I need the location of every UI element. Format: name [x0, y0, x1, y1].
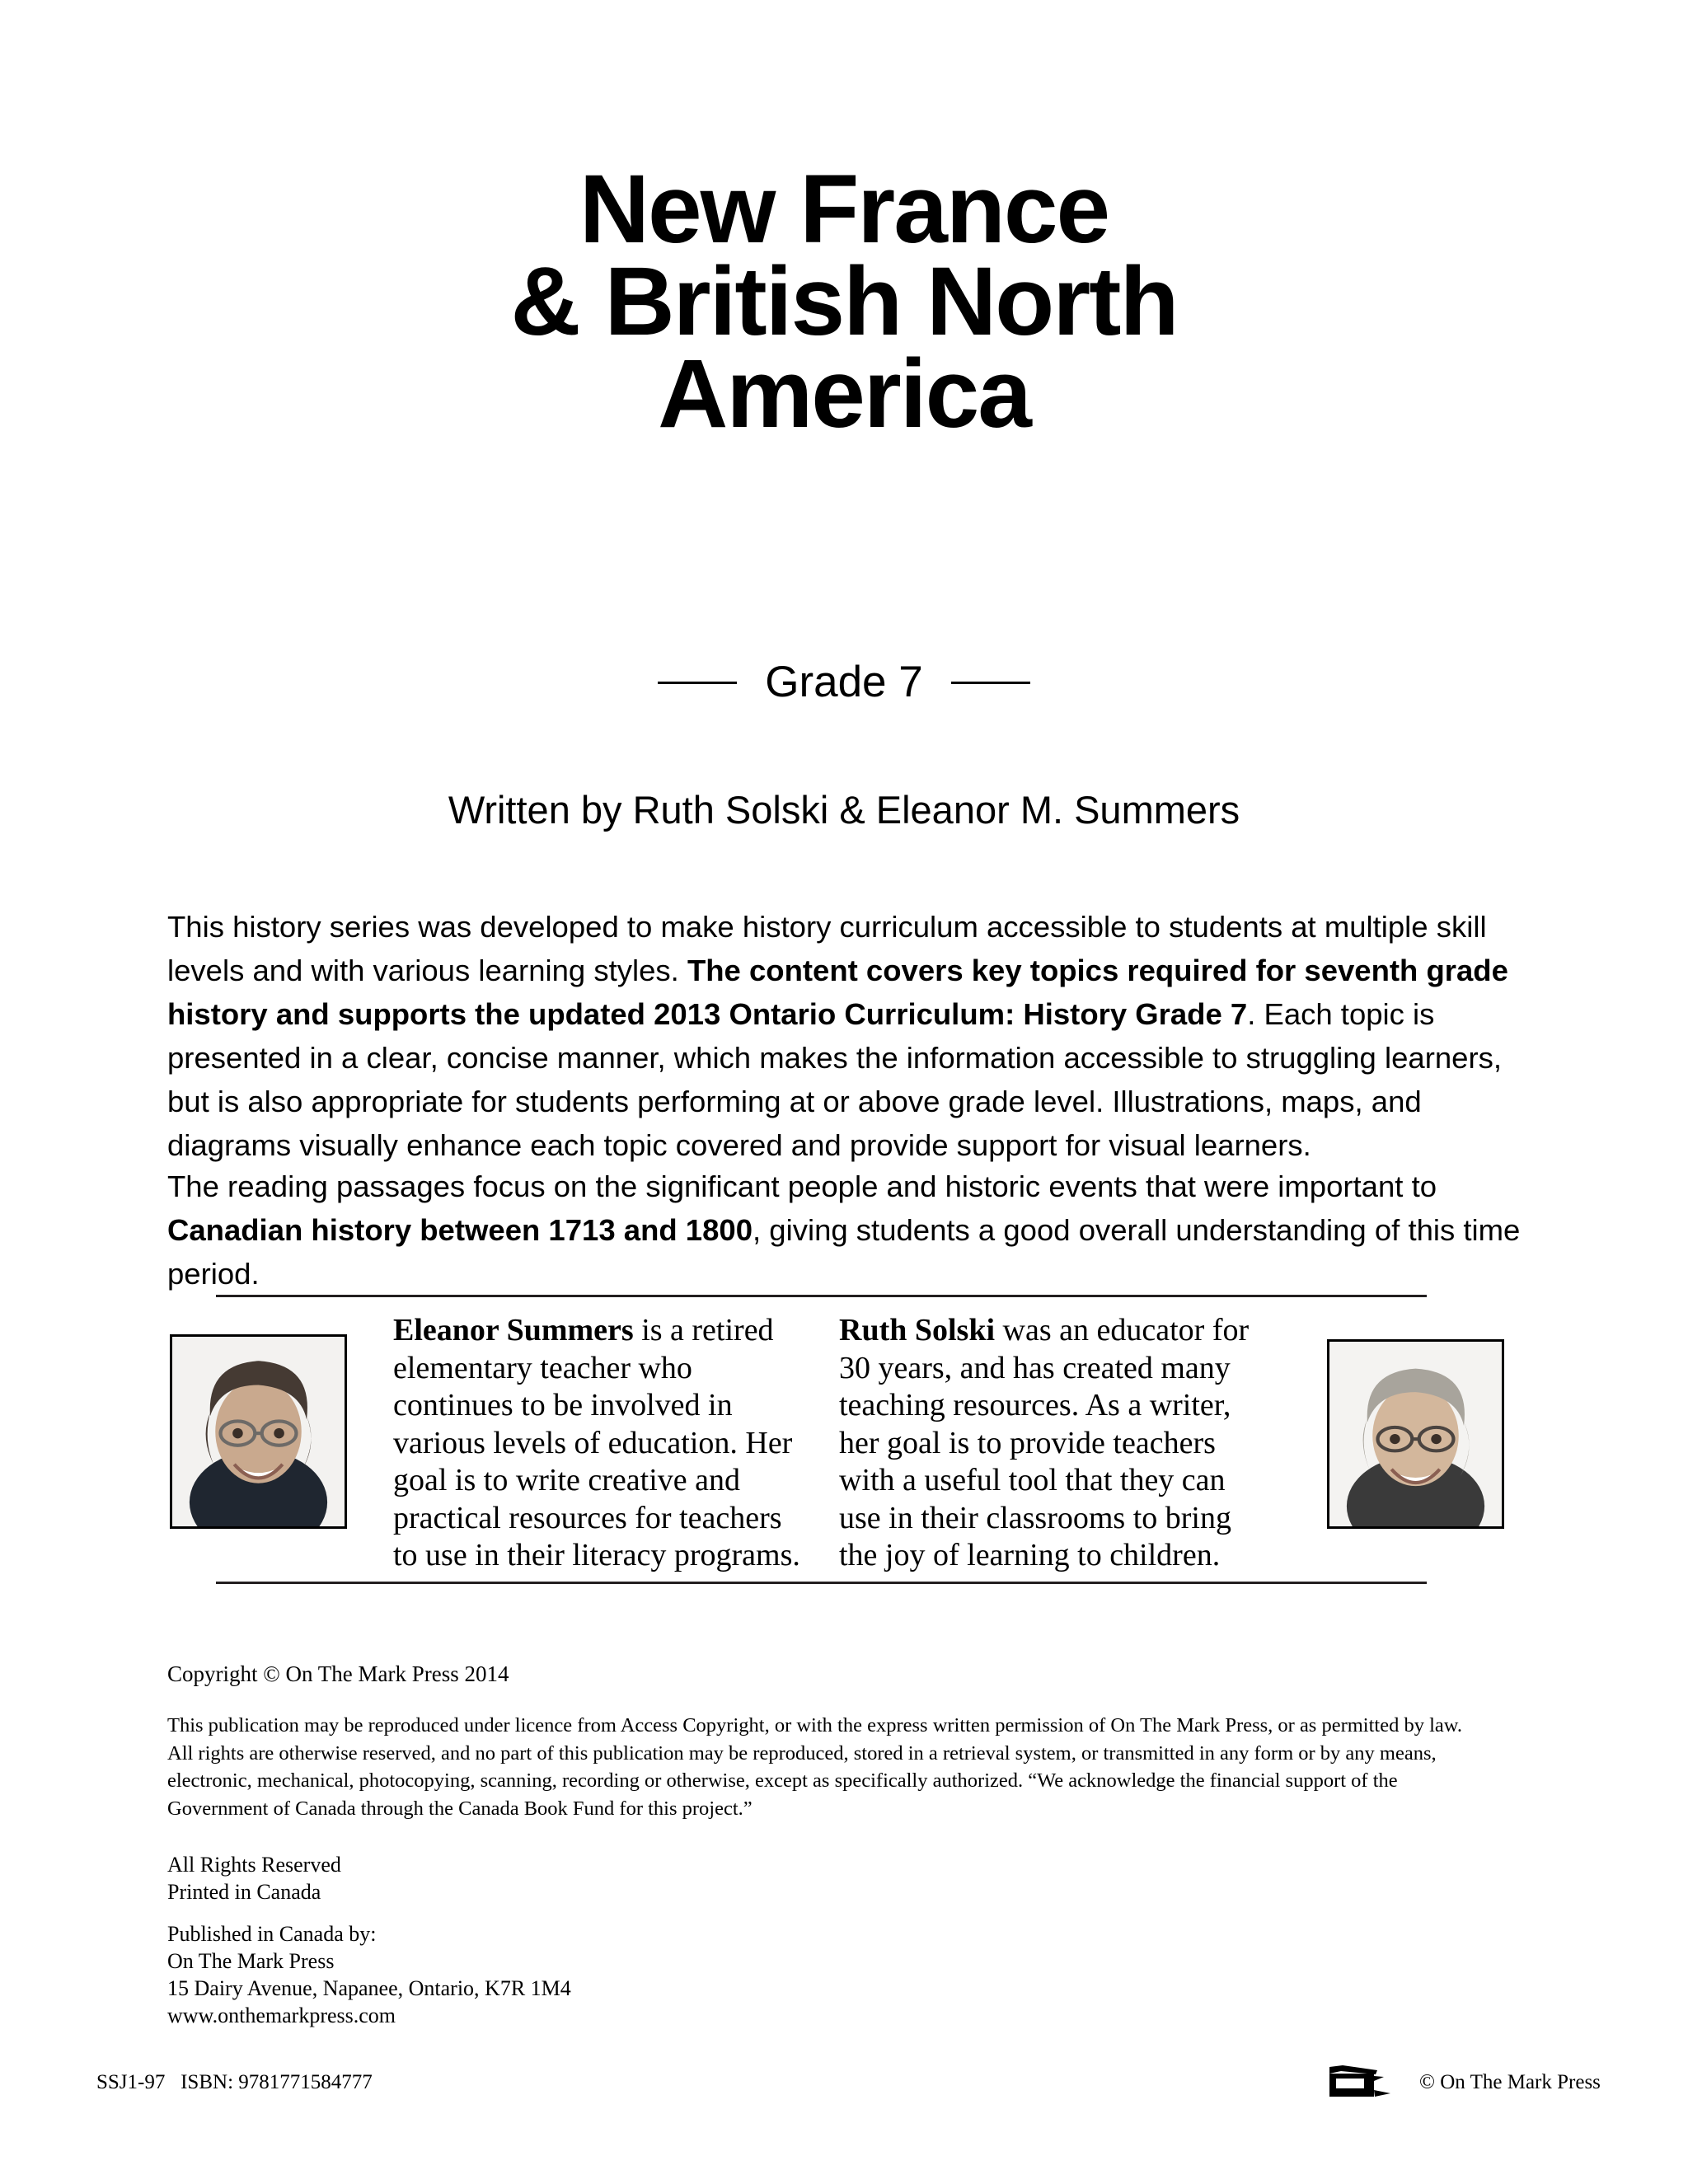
portrait-icon — [172, 1337, 345, 1526]
publisher-line-3: 15 Dairy Avenue, Napanee, Ontario, K7R 1M4 — [167, 1976, 571, 2000]
avatar-ruth-solski — [1327, 1339, 1504, 1529]
desc1-text-b: . Each topic is presented in a clear, concise manner, which makes the information accessible to struggling learners, but is also appropriate for students performing at or above grade level. Illustrations, maps, and diagrams visually enhance each topic covered and provide support for visual learners. — [167, 997, 1503, 1162]
author-name-eleanor: Eleanor Summers — [393, 1313, 634, 1347]
stamp-icon — [1315, 2059, 1405, 2102]
desc2-text-a: The reading passages focus on the significant people and historic events that were important to — [167, 1169, 1437, 1203]
grade-rule-left — [658, 682, 737, 684]
description-paragraph-2 — [167, 1165, 1523, 1296]
publisher-block — [167, 1920, 571, 2029]
bio-divider-top — [216, 1295, 1427, 1297]
rights-block — [167, 1851, 341, 1905]
author-bio-ruth — [839, 1312, 1259, 1575]
description-paragraph-1 — [167, 905, 1523, 1167]
avatar-eleanor-summers — [170, 1334, 347, 1529]
grade-label: Grade 7 — [765, 658, 923, 706]
title-line-2: & British North — [510, 247, 1178, 356]
publisher-line-2: On The Mark Press — [167, 1949, 335, 1973]
author-bio-text-eleanor: is a retired elementary teacher who continues to be involved in various levels of education. Her goal is to write creative and practical resources for teachers to use in their literacy programs. — [393, 1313, 800, 1572]
footer-isbn: SSJ1-97 ISBN: 9781771584777 — [96, 2071, 373, 2093]
author-name-ruth: Ruth Solski — [839, 1313, 996, 1347]
desc2-text-b: , giving students a good overall understanding of this time period. — [167, 1213, 1521, 1291]
desc2-text-bold: Canadian history between 1713 and 1800 — [167, 1213, 753, 1247]
portrait-icon — [1329, 1342, 1502, 1526]
licence-text: This publication may be reproduced under licence from Access Copyright, or with the express written permission of On The Mark Press, or as permitted by law. All rights are otherwise reserved, and no part of this publication may be reproduced, stored in a retrieval system, or transmitted in any form or by any means, electronic, mechanical, photocopying, scanning, recording or otherwise, except as specifically authorized. “We acknowledge the financial support of the Government of Canada through the Canada Book Fund for this project.” — [167, 1714, 1463, 1820]
grade-indicator — [165, 659, 1523, 705]
desc1-text-bold: The content covers key topics required for seventh grade history and supports the updated 2013 Ontario Curriculum: History Grade 7 — [167, 954, 1508, 1031]
page-title — [165, 155, 1523, 448]
bio-divider-bottom — [216, 1582, 1427, 1584]
on-the-mark-press-logo-icon — [1315, 2059, 1405, 2102]
desc1-text-a: This history series was developed to make history curriculum accessible to students at multiple skill levels and with various learning styles. — [167, 910, 1487, 987]
copyright-line: Copyright © On The Mark Press 2014 — [167, 1661, 509, 1686]
rights-line-1: All Rights Reserved — [167, 1853, 341, 1877]
title-line-1: New France — [579, 155, 1109, 264]
author-byline: Written by Ruth Solski & Eleanor M. Summers — [448, 788, 1240, 832]
publisher-website[interactable]: www.onthemarkpress.com — [167, 2004, 396, 2027]
rights-line-2: Printed in Canada — [167, 1880, 321, 1904]
author-bio-text-ruth: was an educator for 30 years, and has created many teaching resources. As a writer, her goal is to provide teachers with a useful tool that they can use in their classrooms to bring the joy of learning to children. — [839, 1313, 1250, 1572]
author-bio-eleanor — [393, 1312, 805, 1575]
title-line-3: America — [658, 340, 1030, 448]
grade-rule-right — [951, 682, 1030, 684]
publisher-line-1: Published in Canada by: — [167, 1922, 377, 1946]
footer-credit: © On The Mark Press — [1419, 2071, 1601, 2093]
